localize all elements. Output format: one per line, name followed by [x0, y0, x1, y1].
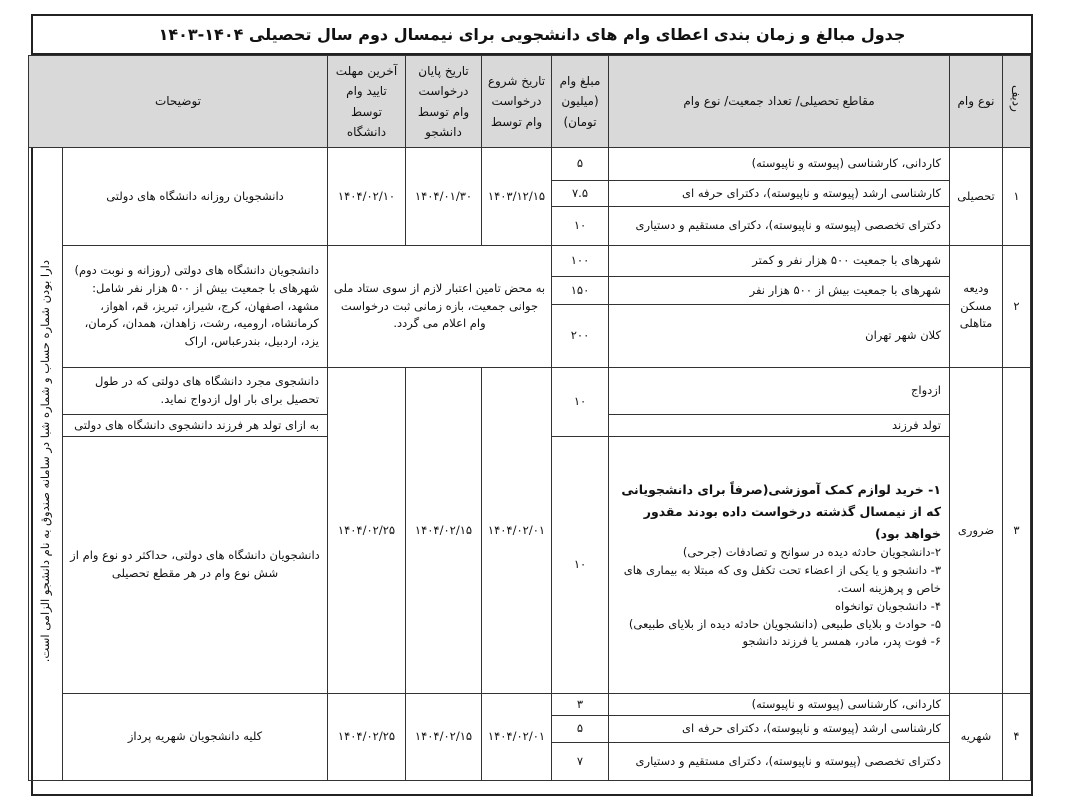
row4-note: کلیه دانشجویان شهریه پرداز — [63, 694, 328, 781]
row3-num: ۳ — [1003, 368, 1031, 694]
row2-dates-note: به محض تامین اعتبار لازم از سوی ستاد ملی جوانی جمعیت، بازه زمانی ثبت درخواست وام اعلام می گردد. — [328, 246, 552, 368]
row3-note-general: دانشجویان دانشگاه های دولتی، حداکثر دو نوع وام از شش نوع وام در هر مقطع تحصیلی — [63, 437, 328, 694]
loan-table — [28, 55, 1031, 781]
row4-item2-amount: ۵ — [552, 716, 609, 743]
row4-item1-label: کاردانی، کارشناسی (پیوسته و ناپیوسته) — [609, 694, 950, 716]
row4-deadline: ۱۴۰۴/۰۲/۲۵ — [328, 694, 406, 781]
document-title: جدول مبالغ و زمان بندی اعطای وام های دانشجویی برای نیمسال دوم سال تحصیلی ۱۴۰۴-۱۴۰۳ — [33, 16, 1031, 55]
row2-type: ودیعه مسکن متاهلی — [950, 246, 1003, 368]
row1-type: تحصیلی — [950, 148, 1003, 246]
row2-item1-amount: ۱۰۰ — [552, 246, 609, 277]
header-row — [29, 56, 1031, 148]
row3-item: ۲-دانشجویان حادثه دیده در سوانح و تصادفات (جرحی) — [682, 545, 941, 560]
row2-item3-label: کلان شهر تهران — [609, 305, 950, 368]
row3-items — [609, 437, 950, 694]
row3-items-head: ۱- خرید لوازم کمک آموزشی(صرفاً برای دانشجویانی که از نیمسال گذشته درخواست داده بودند مقدور خواهد بود) — [621, 481, 941, 541]
row3-start: ۱۴۰۴/۰۲/۰۱ — [482, 368, 552, 694]
row1-note: دانشجویان روزانه دانشگاه های دولتی — [63, 148, 328, 246]
row2-item2-label: شهرهای با جمعیت بیش از ۵۰۰ هزار نفر — [609, 277, 950, 305]
row1-start: ۱۴۰۳/۱۲/۱۵ — [482, 148, 552, 246]
header-start-date: تاریخ شروع درخواست وام توسط — [482, 56, 552, 148]
row3-item: ۴- دانشجویان توانخواه — [834, 598, 941, 613]
row3-type: ضروری — [950, 368, 1003, 694]
row3-item: ۵- حوادث و بلایای طبیعی (دانشجویان حادثه دیده از بلایای طبیعی) — [628, 616, 941, 631]
row4-item2-label: کارشناسی ارشد (پیوسته و ناپیوسته)، دکترای حرفه ای — [609, 716, 950, 743]
header-end-date: تاریخ پایان درخواست وام توسط دانشجو — [406, 56, 482, 148]
row3-end: ۱۴۰۴/۰۲/۱۵ — [406, 368, 482, 694]
header-deadline: آخرین مهلت تایید وام توسط دانشگاه — [328, 56, 406, 148]
row2-item3-amount: ۲۰۰ — [552, 305, 609, 368]
header-notes: توضیحات — [29, 56, 328, 148]
row4-item1-amount: ۳ — [552, 694, 609, 716]
row1-end: ۱۴۰۴/۰۱/۳۰ — [406, 148, 482, 246]
row4-type: شهریه — [950, 694, 1003, 781]
header-loan-type: نوع وام — [950, 56, 1003, 148]
table-row — [29, 148, 1031, 181]
row2-num: ۲ — [1003, 246, 1031, 368]
row3-marriage-child-amount: ۱۰ — [552, 368, 609, 437]
row4-start: ۱۴۰۴/۰۲/۰۱ — [482, 694, 552, 781]
row1-item1-amount: ۵ — [552, 148, 609, 181]
row1-item3-label: دکترای تخصصی (پیوسته و ناپیوسته)، دکترای مستقیم و دستیاری — [609, 207, 950, 246]
row1-num: ۱ — [1003, 148, 1031, 246]
loan-schedule-sheet — [31, 14, 1033, 796]
row3-note-marriage: دانشجوی مجرد دانشگاه های دولتی که در طول تحصیل برای بار اول ازدواج نماید. — [63, 368, 328, 415]
row3-marriage: ازدواج — [609, 368, 950, 415]
row4-item3-label: دکترای تخصصی (پیوسته و ناپیوسته)، دکترای مستقیم و دستیاری — [609, 743, 950, 781]
row4-end: ۱۴۰۴/۰۲/۱۵ — [406, 694, 482, 781]
row3-child: تولد فرزند — [609, 415, 950, 437]
side-note: دارا بودن شماره حساب و شماره شبا در سامانه صندوق به نام دانشجو الزامی است. — [29, 148, 63, 781]
row2-item2-amount: ۱۵۰ — [552, 277, 609, 305]
row1-deadline: ۱۴۰۴/۰۲/۱۰ — [328, 148, 406, 246]
table-row — [29, 694, 1031, 716]
table-row — [29, 368, 1031, 415]
row3-items-amount: ۱۰ — [552, 437, 609, 694]
row2-item1-label: شهرهای با جمعیت ۵۰۰ هزار نفر و کمتر — [609, 246, 950, 277]
row1-item2-label: کارشناسی ارشد (پیوسته و ناپیوسته)، دکترای حرفه ای — [609, 181, 950, 207]
row1-item1-label: کاردانی، کارشناسی (پیوسته و ناپیوسته) — [609, 148, 950, 181]
row3-deadline: ۱۴۰۴/۰۲/۲۵ — [328, 368, 406, 694]
row3-item: ۶- فوت پدر، مادر، همسر یا فرزند دانشجو — [742, 634, 941, 649]
header-amount: مبلغ وام (میلیون تومان) — [552, 56, 609, 148]
row3-note-child: به ازای تولد هر فرزند دانشجوی دانشگاه های دولتی — [63, 415, 328, 437]
row4-num: ۴ — [1003, 694, 1031, 781]
row3-item: ۳- دانشجو و یا یکی از اعضاء تحت تکفل وی که مبتلا به بیماری های خاص و پرهزینه است. — [623, 563, 941, 595]
header-radif: ردیف — [1003, 56, 1031, 148]
header-sections: مقاطع تحصیلی/ تعداد جمعیت/ نوع وام — [609, 56, 950, 148]
row4-item3-amount: ۷ — [552, 743, 609, 781]
row2-note: دانشجویان دانشگاه های دولتی (روزانه و نوبت دوم) شهرهای با جمعیت بیش از ۵۰۰ هزار نفر شامل: مشهد، اصفهان، کرج، شیراز، تبریز، قم، اهواز، کرمانشاه، ارومیه، رشت، زاهدان، همدان، کرمان، یزد، اردبیل، بندرعباس، اراک — [63, 246, 328, 368]
row1-item3-amount: ۱۰ — [552, 207, 609, 246]
table-row — [29, 246, 1031, 277]
row1-item2-amount: ۷.۵ — [552, 181, 609, 207]
